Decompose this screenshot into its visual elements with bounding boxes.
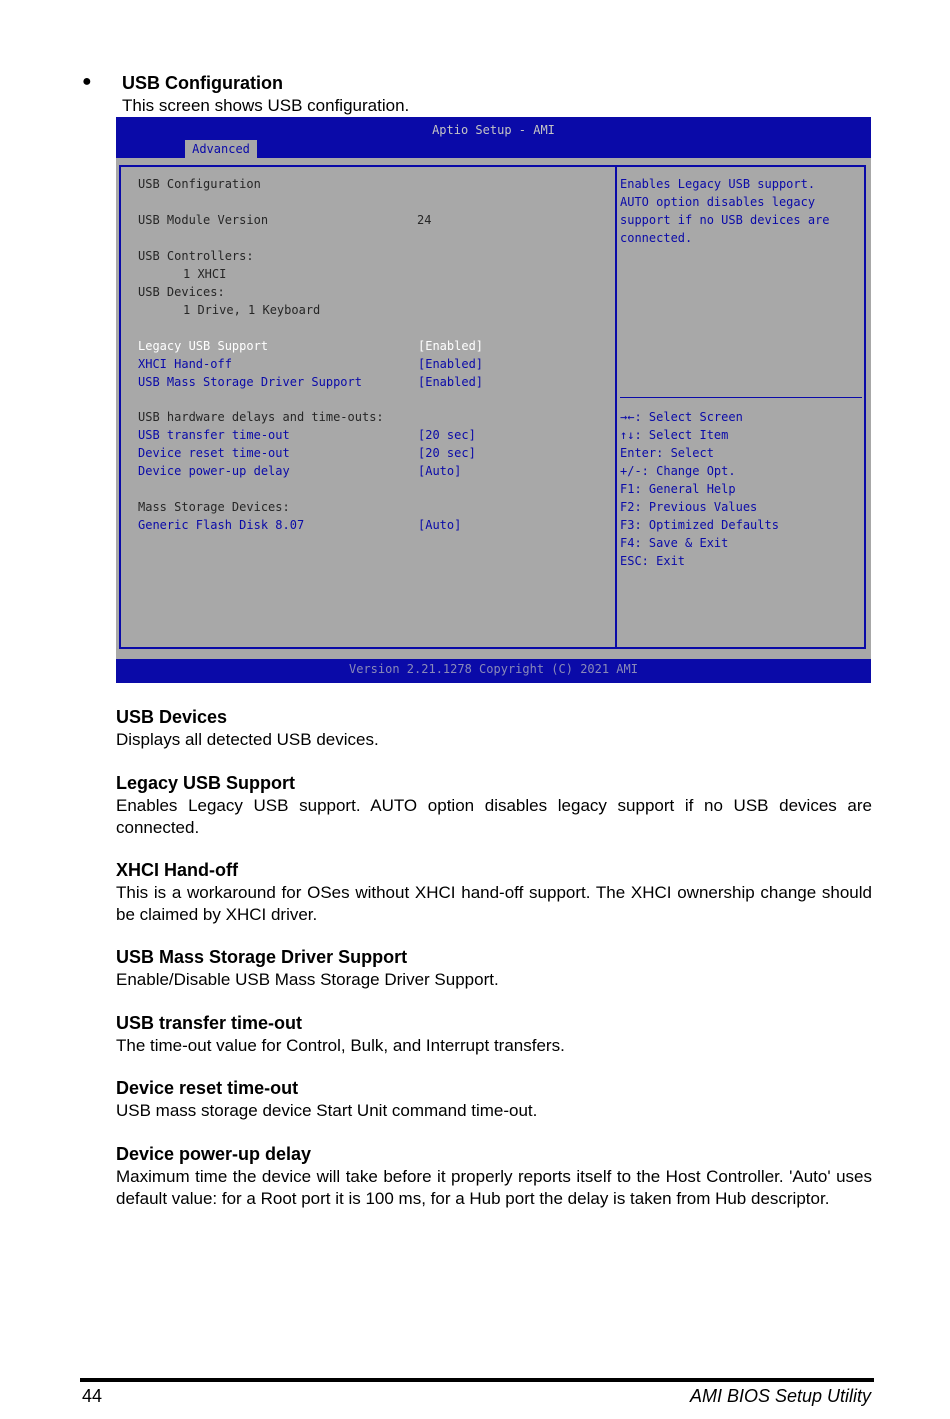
footer-rule [80,1378,874,1382]
desc-title: Device power-up delay [116,1144,312,1164]
usb-transfer-timeout-item[interactable]: USB transfer time-out [138,428,290,442]
desc-title: XHCI Hand-off [116,860,238,880]
bullet: ● [82,73,92,90]
desc-text: USB mass storage device Start Unit command time-out. [116,1101,538,1120]
section-title: USB Configuration [122,73,283,93]
key-hint: ↑↓: Select Item [620,428,729,442]
bios-footer: Version 2.21.1278 Copyright (C) 2021 AMI [116,659,871,683]
desc-title: Legacy USB Support [116,773,296,793]
device-reset-timeout-value[interactable]: [20 sec] [418,446,476,460]
device-powerup-delay-value[interactable]: [Auto] [418,464,462,478]
desc-title: USB transfer time-out [116,1013,303,1033]
key-hint: F3: Optimized Defaults [620,518,779,532]
module-version-label: USB Module Version [138,213,269,227]
bios-frame [119,165,866,649]
key-hint: Enter: Select [620,446,714,460]
help-line: Enables Legacy USB support. [620,177,816,191]
controllers-label: USB Controllers: [138,249,254,263]
mass-storage-driver-value[interactable]: [Enabled] [418,375,484,389]
desc-text: This is a workaround for OSes without XHCI hand-off support. The XHCI ownership change should be claimed by XHCI driver. [116,883,872,924]
bios-title: Aptio Setup - AMI [432,123,555,137]
key-hint: F2: Previous Values [620,500,758,514]
xhci-handoff-value[interactable]: [Enabled] [418,357,484,371]
desc-title: USB Mass Storage Driver Support [116,947,408,967]
bios-header [116,117,871,158]
tab-advanced[interactable]: Advanced [185,140,257,158]
desc-text: Maximum time the device will take before it properly reports itself to the Host Controller. 'Auto' uses default value: for a Root port it is 100 ms, for a Hub port the delay is taken from Hub descriptor. [116,1167,872,1208]
flash-disk-item[interactable]: Generic Flash Disk 8.07 [138,518,305,532]
page-number: 44 [82,1386,103,1406]
device-powerup-delay-item[interactable]: Device power-up delay [138,464,290,478]
key-hint: F4: Save & Exit [620,536,729,550]
key-hint: ESC: Exit [620,554,686,568]
xhci-handoff-item[interactable]: XHCI Hand-off [138,357,232,371]
device-reset-timeout-item[interactable]: Device reset time-out [138,446,290,460]
desc-title: USB Devices [116,707,228,727]
legacy-usb-support-value[interactable]: [Enabled] [418,339,484,353]
delays-heading: USB hardware delays and time-outs: [138,410,384,424]
desc-title: Device reset time-out [116,1078,299,1098]
devices-value: 1 Drive, 1 Keyboard [183,303,321,317]
desc-text: Enable/Disable USB Mass Storage Driver Support. [116,970,499,989]
desc-text: Enables Legacy USB support. AUTO option disables legacy support if no USB devices are connected. [116,796,872,837]
key-hint: F1: General Help [620,482,736,496]
bios-divider [615,165,617,649]
help-line: connected. [620,231,693,245]
usb-config-heading: USB Configuration [138,177,261,191]
key-hint: +/-: Change Opt. [620,464,736,478]
key-hint: →←: Select Screen [620,410,743,424]
usb-transfer-timeout-value[interactable]: [20 sec] [418,428,476,442]
flash-disk-value[interactable]: [Auto] [418,518,462,532]
devices-label: USB Devices: [138,285,225,299]
legacy-usb-support-item[interactable]: Legacy USB Support [138,339,269,353]
module-version-value: 24 [417,213,432,227]
desc-text: The time-out value for Control, Bulk, and Interrupt transfers. [116,1036,565,1055]
controllers-value: 1 XHCI [183,267,227,281]
help-line: support if no USB devices are [620,213,830,227]
section-subtitle: This screen shows USB configuration. [122,96,410,115]
desc-text: Displays all detected USB devices. [116,730,379,749]
mass-storage-driver-item[interactable]: USB Mass Storage Driver Support [138,375,362,389]
help-divider [620,397,862,398]
footer-title: AMI BIOS Setup Utility [689,1386,871,1406]
mass-storage-devices-heading: Mass Storage Devices: [138,500,290,514]
bios-screenshot [116,117,871,683]
help-line: AUTO option disables legacy [620,195,816,209]
